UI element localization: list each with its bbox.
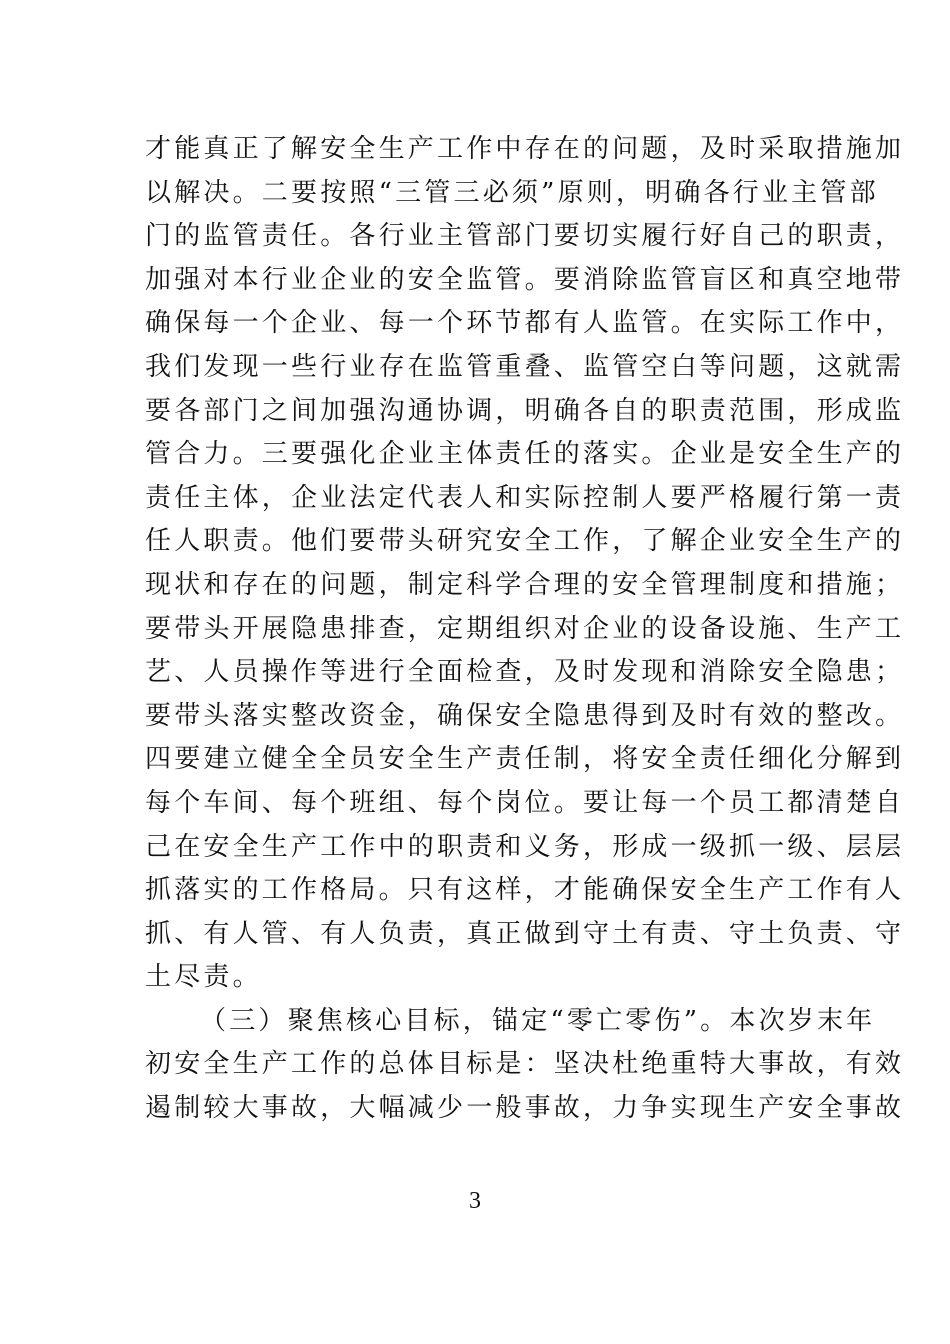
body-text	[145, 128, 905, 1131]
text-line: 艺、人员操作等进行全面检查，及时发现和消除安全隐患；	[145, 657, 905, 688]
text-line: 确保每一个企业、每一个环节都有人监管。在实际工作中，	[145, 308, 905, 339]
text-line: 加强对本行业企业的安全监管。要消除监管盲区和真空地带	[145, 264, 905, 295]
text-line: 现状和存在的问题，制定科学合理的安全管理制度和措施；	[145, 569, 905, 600]
text-line: 要带头落实整改资金，确保安全隐患得到及时有效的整改。	[145, 700, 905, 731]
text-line: 要各部门之间加强沟通协调，明确各自的职责范围，形成监	[145, 395, 905, 426]
page-number: 3	[469, 1188, 481, 1214]
text-line: 我们发现一些行业存在监管重叠、监管空白等问题，这就需	[145, 351, 905, 382]
text-line: 门的监管责任。各行业主管部门要切实履行好自己的职责，	[145, 221, 905, 252]
text-line: 抓、有人管、有人负责，真正做到守土有责、守土负责、守	[145, 918, 905, 949]
text-line: 以解决。二要按照“三管三必须”原则，明确各行业主管部	[145, 177, 879, 208]
text-line: 管合力。三要强化企业主体责任的落实。企业是安全生产的	[145, 439, 905, 470]
text-line: 要带头开展隐患排查，定期组织对企业的设备设施、生产工	[145, 613, 905, 644]
text-line: 己在安全生产工作中的职责和义务，形成一级抓一级、层层	[145, 831, 905, 862]
section-heading-line: （三）聚焦核心目标，锚定“零亡零伤”。本次岁末年	[200, 1005, 876, 1036]
text-line: 抓落实的工作格局。只有这样，才能确保安全生产工作有人	[145, 875, 905, 906]
text-line: 责任主体，企业法定代表人和实际控制人要严格履行第一责	[145, 482, 905, 513]
text-line: 任人职责。他们要带头研究安全工作，了解企业安全生产的	[145, 526, 905, 557]
text-line: 四要建立健全全员安全生产责任制，将安全责任细化分解到	[145, 744, 905, 775]
text-line: 才能真正了解安全生产工作中存在的问题，及时采取措施加	[145, 134, 905, 164]
text-line: 每个车间、每个班组、每个岗位。要让每一个员工都清楚自	[145, 787, 905, 818]
text-line: 遏制较大事故，大幅减少一般事故，力争实现生产安全事故	[145, 1093, 905, 1124]
text-line: 初安全生产工作的总体目标是：坚决杜绝重特大事故，有效	[145, 1049, 905, 1080]
text-line: 土尽责。	[145, 962, 262, 993]
